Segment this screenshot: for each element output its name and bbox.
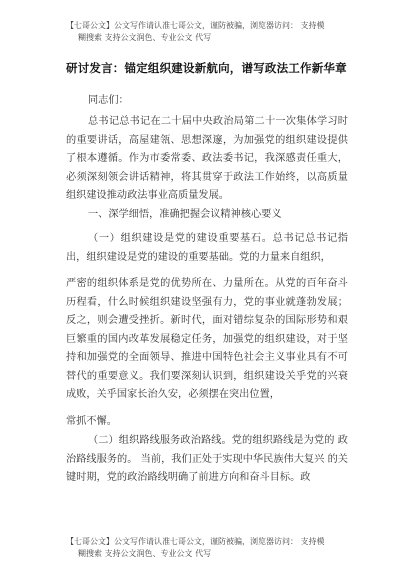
footer-line-2: 糊搜索 支持公文润色、专业公文 代写 bbox=[78, 549, 212, 558]
document-title: 研讨发言：锚定组织建设新航向，谱写政法工作新华章 bbox=[66, 61, 347, 75]
page-footer bbox=[66, 536, 366, 560]
header-line-1: 【七哥公文】公文写作请认准七哥公文，谨防被骗，浏览器访问： 支持模 bbox=[66, 21, 325, 30]
paragraph-org-building-part1: （一）组织建设是党的建设重要基石。总书记总书记指 出，组织建设是党的建设的重要基础。党的力量来自组织， bbox=[66, 233, 348, 263]
section-heading-1: 一、深学细悟，准确把握会议精神核心要义 bbox=[88, 209, 282, 220]
page-header bbox=[66, 20, 366, 44]
paragraph-org-building-part3: 常抓不懈。 bbox=[66, 416, 117, 427]
paragraph-intro: 总书记总书记在二十届中央政治局第二十一次集体学习时的重要讲话，高屋建瓴、思想深邃，为加强党的组织建设提供了根本遵循。作为市委常委、政法委书记，我深感责任重大，必须深刻领会讲话精神，将其贯穿于政法工作始终，以高质量组织建设推动政法事业高质量发展。 bbox=[66, 116, 348, 201]
paragraph-org-route: （二）组织路线服务政治路线。党的组织路线是为党的 政治路线服务的。 当前，我们正处于实现中华民族伟大复兴 的关键时期，党的政治路线明确了前进方向和奋斗目标。政 bbox=[66, 435, 348, 483]
footer-line-1: 【七哥公文】公文写作请认准七哥公文，谨防被骗，浏览器访问： 支持模 bbox=[66, 537, 325, 546]
paragraph-org-building-part2: 严密的组织体系是党的优势所在、力量所在。从党的百年奋斗历程看，什么时候组织建设坚强有力，党的事业就蓬勃发展；反之，则会遭受挫折。新时代，面对错综复杂的国际形势和艰巨繁重的国内改革发展稳定任务，加强党的组织建设，对于坚持和加强党的全面领导、推进中国特色社会主义事业具有不可替代的重要意义。我们要深刻认识到，组织建设关乎党的兴衰成败，关乎国家长治久安，必须摆在突出位置， bbox=[66, 278, 348, 400]
header-line-2: 糊搜索 支持公文润色、专业公文 代写 bbox=[78, 33, 212, 42]
salutation: 同志们： bbox=[88, 95, 129, 106]
